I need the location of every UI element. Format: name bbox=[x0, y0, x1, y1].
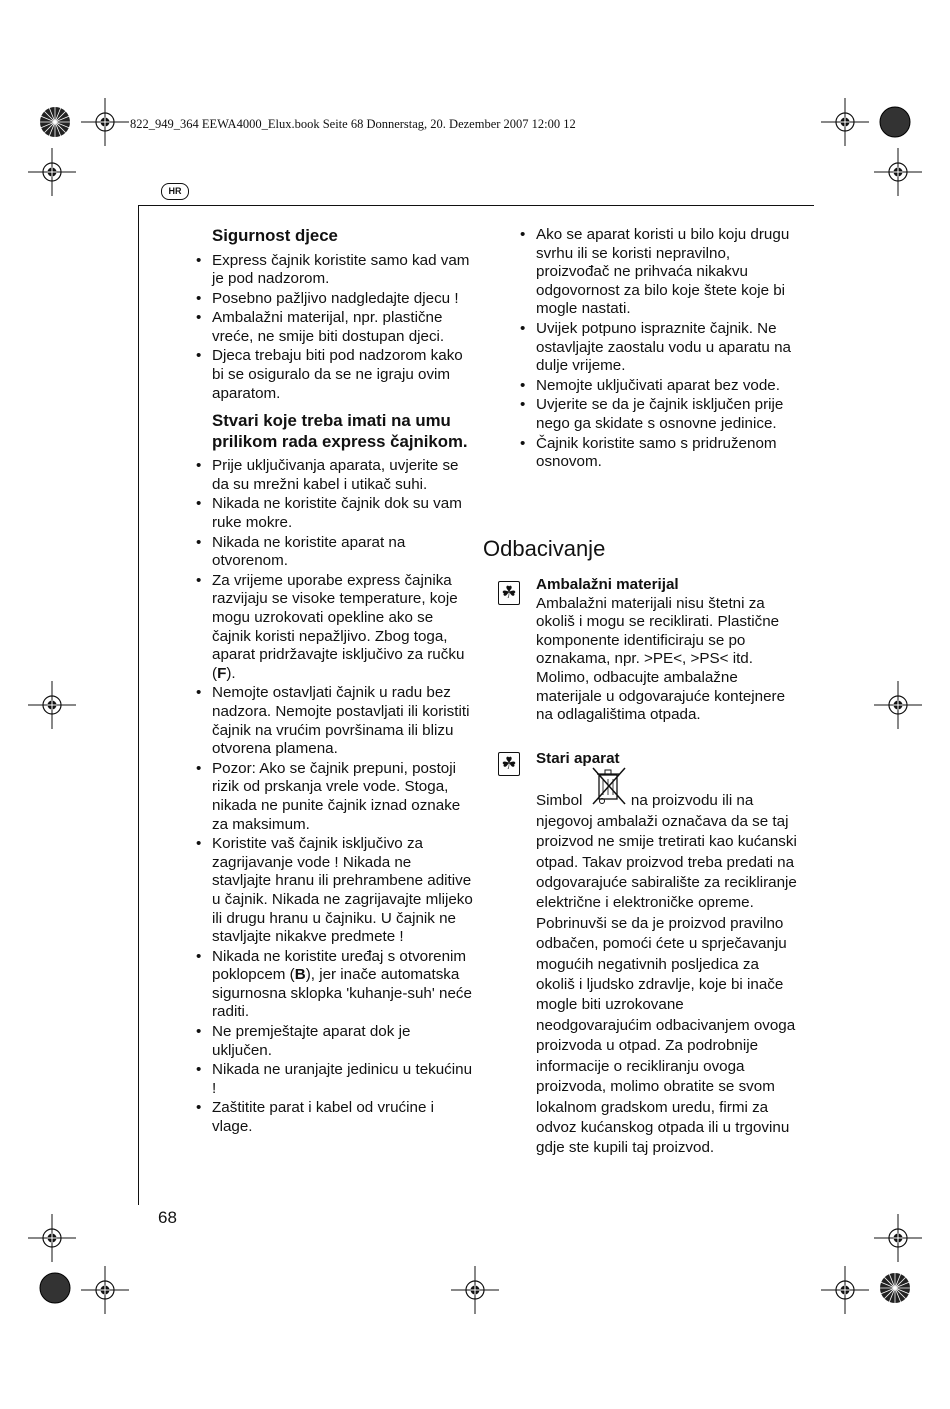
registration-mark-icon bbox=[821, 1266, 869, 1314]
list-item: • Čajnik koristite samo s pridruženom osnovom. bbox=[536, 435, 798, 472]
registration-mark-icon bbox=[821, 98, 869, 146]
list-item: • Koristite vaš čajnik isključivo za zagrijavanje vode ! Nikada ne stavljajte hranu ili prehrambene aditive u čajnik. Nikada ne zagrijavajte mlijeko ili drugu hranu u čajniku. U čajnik ne stavljajte nikakve predmete ! bbox=[212, 835, 474, 947]
packaging-section bbox=[536, 576, 798, 725]
clover-recycling-icon: ☘ bbox=[498, 752, 520, 776]
section-title-usage: Stvari koje treba imati na umu prilikom rada express čajnikom. bbox=[212, 411, 468, 451]
registration-mark-icon bbox=[28, 681, 76, 729]
registration-mark-icon bbox=[81, 1266, 129, 1314]
registration-mark-icon bbox=[28, 148, 76, 196]
color-wheel-icon bbox=[40, 1273, 70, 1303]
list-item: • Djeca trebaju biti pod nadzorom kako bi se osiguralo da se ne igraju ovim aparatom. bbox=[212, 347, 474, 403]
section-title-disposal: Odbacivanje bbox=[483, 536, 606, 561]
old-appliance-title: Stari aparat bbox=[536, 750, 620, 767]
list-item: • Pozor: Ako se čajnik prepuni, postoji rizik od prskanja vrele vode. Stoga, nikada ne punite čajnik iznad oznake za maksimum. bbox=[212, 760, 474, 834]
packaging-text: Ambalažni materijali nisu štetni za okoliš i mogu se reciklirati. Plastične komponente identificiraju se po oznakama, npr. >PE<, >PS< itd. Molimo, odbacujte ambalažne materijale u odgovarajuće kontejnere na odlagalištima otpada. bbox=[536, 594, 786, 724]
list-item: • Uvijek potpuno ispraznite čajnik. Ne ostavljajte zaostalu vodu u aparatu na dulje vrijeme. bbox=[536, 320, 798, 376]
list-item: • Posebno pažljivo nadgledajte djecu ! bbox=[212, 290, 474, 309]
list-item: • Za vrijeme uporabe express čajnika razvijaju se visoke temperature, koje mogu uzrokovati opekline ako se čajnik koristi nepažljivo. Zbog toga, aparat pridržavajte isključivo za ručku (F). bbox=[212, 572, 474, 684]
list-item: • Nemojte uključivati aparat bez vode. bbox=[536, 377, 798, 396]
language-badge: HR bbox=[161, 183, 189, 200]
list-item: • Ambalažni materijal, npr. plastične vreće, ne smije biti dostupan djeci. bbox=[212, 309, 474, 346]
list-item: • Zaštitite parat i kabel od vrućine i vlage. bbox=[212, 1099, 474, 1136]
old-appliance-text: Simbol na proizvodu ili na njegovoj ambalaži označava da se taj proizvod ne smije tretirati kao kućanski otpad. Takav proizvod treba predati na odgovarajuće sabiralište za recikliranje električne i elektroničke opreme. Pobrinuvši se da je proizvod pravilno odbačen, pomoći ćete u sprječavanju mogućih negativnih posljedica za okoliš i ljudsko zdravlje, koje bi inače mogle biti uzrokovane neodgovarajućim odbacivanjem ovoga proizvoda u otpad. Za podrobnije informacije o recikliranju ovoga proizvoda, molimo obratite se svom lokalnom gradskom uredu, firmi za odvoz kućanskog otpada ili u trgovinu gdje ste kupili taj proizvod. bbox=[536, 791, 798, 1158]
section-title-child-safety: Sigurnost djece bbox=[212, 226, 338, 245]
right-column bbox=[536, 226, 798, 473]
list-item: • Ne premještajte aparat dok je uključen. bbox=[212, 1023, 474, 1060]
list-item: • Ako se aparat koristi u bilo koju drugu svrhu ili se koristi nepravilno, proizvođač ne prihvaća nikakvu odgovornost za bilo koje štete koje bi mogle nastati. bbox=[536, 226, 798, 319]
page-number: 68 bbox=[158, 1208, 177, 1227]
old-appliance-section bbox=[536, 749, 798, 1159]
list-item: • Nikada ne koristite čajnik dok su vam ruke mokre. bbox=[212, 495, 474, 532]
left-column bbox=[212, 226, 474, 1138]
usage-list-continued bbox=[536, 226, 798, 472]
crossed-bin-icon bbox=[587, 791, 627, 809]
list-item: • Nemojte ostavljati čajnik u radu bez nadzora. Nemojte postavljati ili koristiti čajnik na vrućim površinama ili blizu otvorena plamena. bbox=[212, 684, 474, 758]
color-wheel-icon bbox=[880, 107, 910, 137]
print-header: 822_949_364 EEWA4000_Elux.book Seite 68 Donnerstag, 20. Dezember 2007 12:00 12 bbox=[130, 117, 576, 131]
list-item: • Express čajnik koristite samo kad vam je pod nadzorom. bbox=[212, 252, 474, 289]
registration-mark-icon bbox=[451, 1266, 499, 1314]
usage-list bbox=[212, 457, 474, 1136]
registration-mark-icon bbox=[874, 681, 922, 729]
color-wheel-icon bbox=[880, 1273, 910, 1303]
registration-mark-icon bbox=[874, 148, 922, 196]
color-wheel-icon bbox=[40, 107, 70, 137]
list-item: • Uvjerite se da je čajnik isključen prije nego ga skidate s osnovne jedinice. bbox=[536, 396, 798, 433]
clover-recycling-icon: ☘ bbox=[498, 581, 520, 605]
list-item: • Prije uključivanja aparata, uvjerite se da su mrežni kabel i utikač suhi. bbox=[212, 457, 474, 494]
registration-mark-icon bbox=[81, 98, 129, 146]
page-divider-horizontal bbox=[138, 205, 814, 206]
registration-mark-icon bbox=[874, 1214, 922, 1262]
list-item: • Nikada ne uranjajte jedinicu u tekućinu ! bbox=[212, 1061, 474, 1098]
packaging-title: Ambalažni materijal bbox=[536, 576, 679, 593]
child-safety-list bbox=[212, 252, 474, 404]
page-divider-vertical bbox=[138, 205, 139, 1205]
list-item: • Nikada ne koristite aparat na otvorenom. bbox=[212, 534, 474, 571]
registration-mark-icon bbox=[28, 1214, 76, 1262]
list-item: • Nikada ne koristite uređaj s otvorenim poklopcem (B), jer inače automatska sigurnosna sklopka 'kuhanje-suh' neće raditi. bbox=[212, 948, 474, 1022]
